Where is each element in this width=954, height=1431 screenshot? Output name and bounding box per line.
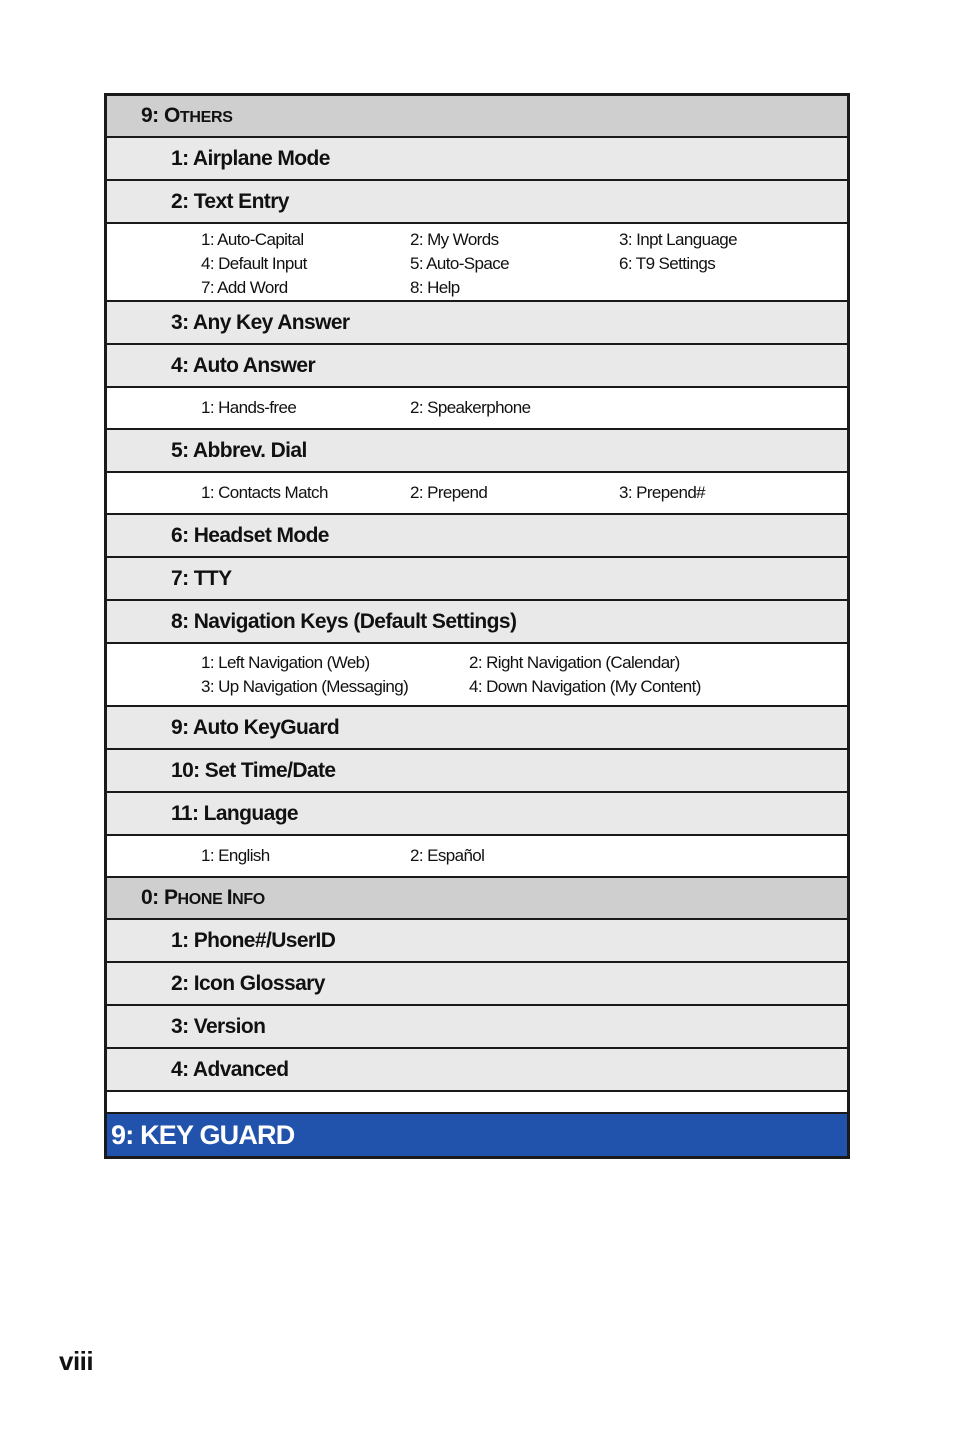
submenu-navigation-keys [107, 644, 847, 707]
submenu-option: 1: Contacts Match [201, 483, 328, 502]
menu-item-label: 3: Version [171, 1014, 266, 1038]
submenu-abbrev-dial [107, 473, 847, 515]
menu-item-navigation-keys [107, 601, 847, 644]
menu-item-set-time-date [107, 750, 847, 793]
menu-item-version [107, 1006, 847, 1049]
menu-item-headset-mode [107, 515, 847, 558]
menu-item-label: 2: Icon Glossary [171, 971, 325, 995]
submenu-text-entry [107, 224, 847, 302]
submenu-option: 2: Speakerphone [410, 398, 531, 417]
section-others-label: 9: OTHERS [141, 104, 233, 127]
submenu-language [107, 836, 847, 878]
submenu-option: 2: Prepend [410, 483, 488, 502]
menu-item-phone-userid [107, 920, 847, 963]
menu-item-label: 6: Headset Mode [171, 523, 329, 547]
key-guard-title: 9: KEY GUARD [111, 1119, 295, 1150]
submenu-option: 1: Left Navigation (Web) [201, 653, 370, 672]
submenu-option: 1: Auto-Capital [201, 230, 304, 249]
menu-item-label: 10: Set Time/Date [171, 758, 336, 782]
menu-item-label: 4: Advanced [171, 1057, 289, 1081]
menu-item-auto-answer [107, 345, 847, 388]
submenu-option: 3: Up Navigation (Messaging) [201, 677, 409, 696]
menu-item-abbrev-dial [107, 430, 847, 473]
key-guard-header [107, 1114, 847, 1156]
menu-item-label: 8: Navigation Keys (Default Settings) [171, 609, 517, 633]
menu-item-auto-keyguard [107, 707, 847, 750]
menu-item-icon-glossary [107, 963, 847, 1006]
spacer-row [107, 1092, 847, 1114]
submenu-option: 7: Add Word [201, 278, 288, 297]
menu-item-label: 1: Phone#/UserID [171, 928, 336, 952]
submenu-option: 4: Default Input [201, 254, 307, 273]
menu-item-language [107, 793, 847, 836]
submenu-option: 3: Prepend# [619, 483, 706, 502]
menu-item-tty [107, 558, 847, 601]
menu-item-advanced [107, 1049, 847, 1092]
submenu-auto-answer [107, 388, 847, 430]
menu-item-label: 5: Abbrev. Dial [171, 438, 307, 462]
submenu-option: 8: Help [410, 278, 460, 297]
menu-item-any-key-answer [107, 302, 847, 345]
page-number: viii [59, 1346, 94, 1376]
menu-item-label: 11: Language [171, 801, 299, 825]
submenu-option: 4: Down Navigation (My Content) [469, 677, 701, 696]
menu-item-text-entry [107, 181, 847, 224]
menu-item-label: 2: Text Entry [171, 189, 289, 213]
submenu-option: 2: Español [410, 846, 485, 865]
menu-item-label: 9: Auto KeyGuard [171, 715, 340, 739]
menu-item-label: 4: Auto Answer [171, 353, 316, 377]
submenu-option: 1: Hands-free [201, 398, 297, 417]
menu-table [104, 93, 850, 1159]
submenu-option: 2: Right Navigation (Calendar) [469, 653, 680, 672]
menu-item-airplane-mode [107, 138, 847, 181]
section-others [107, 96, 847, 138]
submenu-option: 6: T9 Settings [619, 254, 716, 273]
menu-item-label: 1: Airplane Mode [171, 146, 330, 170]
menu-item-label: 3: Any Key Answer [171, 310, 350, 334]
menu-item-label: 7: TTY [171, 566, 232, 590]
section-phone-info-label: 0: PHONE INFO [141, 886, 265, 909]
section-phone-info [107, 878, 847, 920]
submenu-option: 2: My Words [410, 230, 499, 249]
submenu-option: 1: English [201, 846, 270, 865]
submenu-option: 5: Auto-Space [410, 254, 509, 273]
submenu-option: 3: Inpt Language [619, 230, 738, 249]
